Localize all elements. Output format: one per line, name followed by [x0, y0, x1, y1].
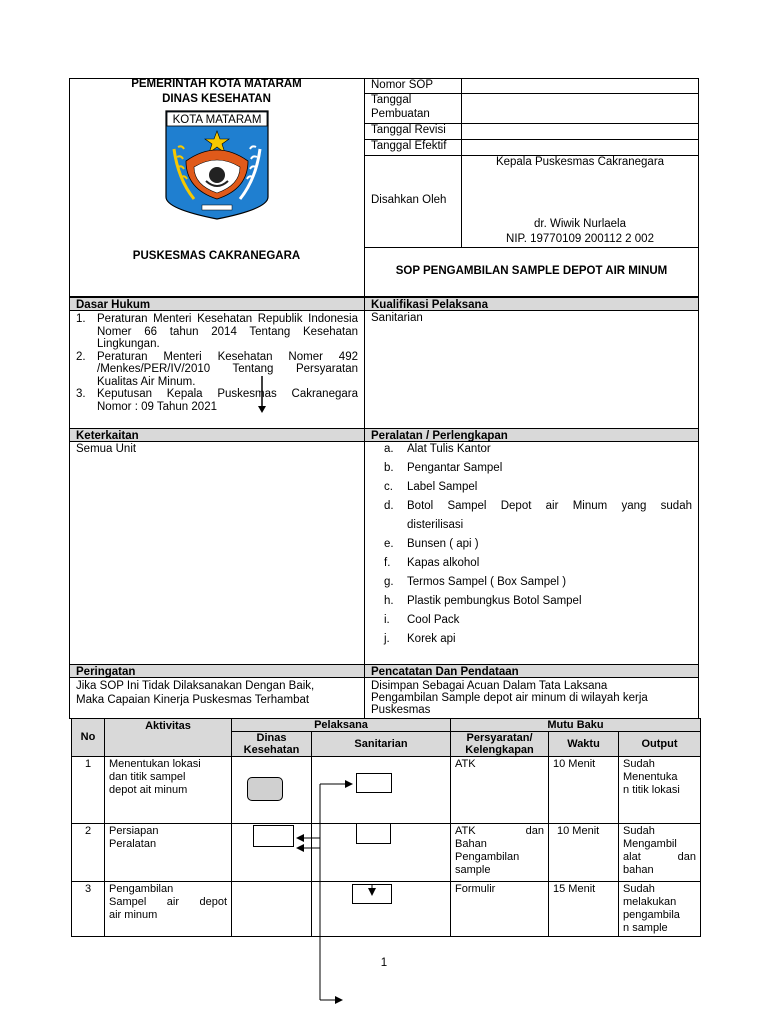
persyaratan-cell: ATK — [451, 757, 549, 824]
waktu-cell: 10 Menit — [549, 824, 619, 882]
peralatan-item: i. Cool Pack — [384, 614, 460, 626]
peralatan-header: Peralatan / Perlengkapan — [365, 428, 698, 442]
kualifikasi-value: Sanitarian — [371, 312, 423, 324]
keterkaitan-header: Keterkaitan — [70, 428, 364, 442]
dasar-hukum-header: Dasar Hukum — [70, 297, 364, 311]
peralatan-item-continued: disterilisasi — [407, 519, 464, 531]
waktu-cell: 15 Menit — [549, 882, 619, 937]
peralatan-item: f. Kapas alkohol — [384, 557, 480, 569]
peralatan-item: h. Plastik pembungkus Botol Sampel — [384, 595, 582, 607]
col-pelaksana-header: Pelaksana — [232, 719, 451, 732]
tgl-revisi-label: Tanggal Revisi — [371, 124, 446, 136]
signer-name: dr. Wiwik Nurlaela — [533, 218, 627, 230]
col-mutu-header: Mutu Baku — [451, 719, 701, 732]
tgl-pembuatan-label-1: Tanggal — [371, 94, 412, 106]
pencatatan-line-2: Pengambilan Sample depot air minum di wilayah kerja — [371, 692, 648, 704]
signer-nip: NIP. 19770109 200112 2 002 — [506, 233, 654, 245]
kualifikasi-header: Kualifikasi Pelaksana — [365, 297, 698, 311]
peralatan-item: b. Pengantar Sampel — [384, 462, 503, 474]
peralatan-item: g. Termos Sampel ( Box Sampel ) — [384, 576, 567, 588]
disahkan-label: Disahkan Oleh — [371, 194, 447, 206]
gov-title: PEMERINTAH KOTA MATARAM — [131, 78, 302, 90]
peralatan-item: d. Botol Sampel Depot air Minum yang sudah — [384, 500, 692, 512]
col-sanitarian-header: Sanitarian — [312, 732, 451, 757]
page-number: 1 — [380, 957, 388, 969]
col-output-header: Output — [619, 732, 701, 757]
dasar-hukum-item: 3. Keputusan Kepala Puskesmas Cakranegara Nomor : 09 Tahun 2021 — [76, 388, 358, 413]
col-persyaratan-header: Persyaratan/ Kelengkapan — [451, 732, 549, 757]
table-row: 2 Persiapan Peralatan ATK dan Bahan Pengambilan sample 10 Menit Sudah Mengambil alat dan bahan — [72, 824, 701, 882]
peralatan-item: e. Bunsen ( api ) — [384, 538, 479, 550]
col-no-header: No — [72, 719, 105, 757]
col-aktivitas-header: Aktivitas — [105, 719, 232, 757]
pencatatan-line-1: Disimpan Sebagai Acuan Dalam Tata Laksana — [371, 680, 608, 692]
output-cell: Sudah Menentuka n titik lokasi — [619, 757, 701, 824]
dept-title: DINAS KESEHATAN — [162, 93, 271, 105]
aktivitas-cell: Persiapan Peralatan — [105, 824, 232, 882]
output-cell: Sudah melakukan pengambila n sample — [619, 882, 701, 937]
output-cell: Sudah Mengambil alat dan bahan — [619, 824, 701, 882]
peralatan-item: c. Label Sampel — [384, 481, 478, 493]
signer-title: Kepala Puskesmas Cakranegara — [495, 156, 665, 168]
dasar-hukum-item: 2. Peraturan Menteri Kesehatan Nomer 492 /Menkes/PER/IV/2010 Tentang Persyaratan Kualitas Air Minum. — [76, 350, 358, 388]
peralatan-item: a. Alat Tulis Kantor — [384, 443, 491, 455]
keterkaitan-value: Semua Unit — [76, 443, 137, 455]
facility-name: PUSKESMAS CAKRANEGARA — [132, 250, 301, 262]
table-row: 1 Menentukan lokasi dan titik sampel depot ait minum ATK 10 Menit Sudah Menentuka n titik lokasi — [72, 757, 701, 824]
tgl-efektif-label: Tanggal Efektif — [371, 140, 447, 152]
peringatan-line-2: Maka Capaian Kinerja Puskesmas Terhambat — [76, 694, 310, 706]
peringatan-header: Peringatan — [70, 664, 364, 678]
persyaratan-cell: Formulir — [451, 882, 549, 937]
sop-title: SOP PENGAMBILAN SAMPLE DEPOT AIR MINUM — [395, 265, 668, 277]
peringatan-line-1: Jika SOP Ini Tidak Dilaksanakan Dengan Baik, — [76, 680, 315, 692]
persyaratan-cell: ATK dan Bahan Pengambilan sample — [451, 824, 549, 882]
table-row: 3 Pengambilan Sampel air depot air minum Formulir 15 Menit Sudah melakukan pengambila n sample — [72, 882, 701, 937]
svg-text:KOTA MATARAM: KOTA MATARAM — [172, 114, 262, 126]
col-dinas-header: Dinas Kesehatan — [232, 732, 312, 757]
peralatan-item: j. Korek api — [384, 633, 456, 645]
aktivitas-cell: Menentukan lokasi dan titik sampel depot ait minum — [105, 757, 232, 824]
dasar-hukum-item: 1. Peraturan Menteri Kesehatan Republik Indonesia Nomer 66 tahun 2014 Tentang Kesehatan Lingkungan. — [76, 313, 358, 350]
nomor-sop-label: Nomor SOP — [371, 79, 433, 91]
col-waktu-header: Waktu — [549, 732, 619, 757]
waktu-cell: 10 Menit — [549, 757, 619, 824]
tgl-pembuatan-label-2: Pembuatan — [371, 108, 430, 120]
pencatatan-header: Pencatatan Dan Pendataan — [365, 664, 698, 678]
pencatatan-line-3: Puskesmas — [371, 704, 431, 716]
aktivitas-cell: Pengambilan Sampel air depot air minum — [105, 882, 232, 937]
